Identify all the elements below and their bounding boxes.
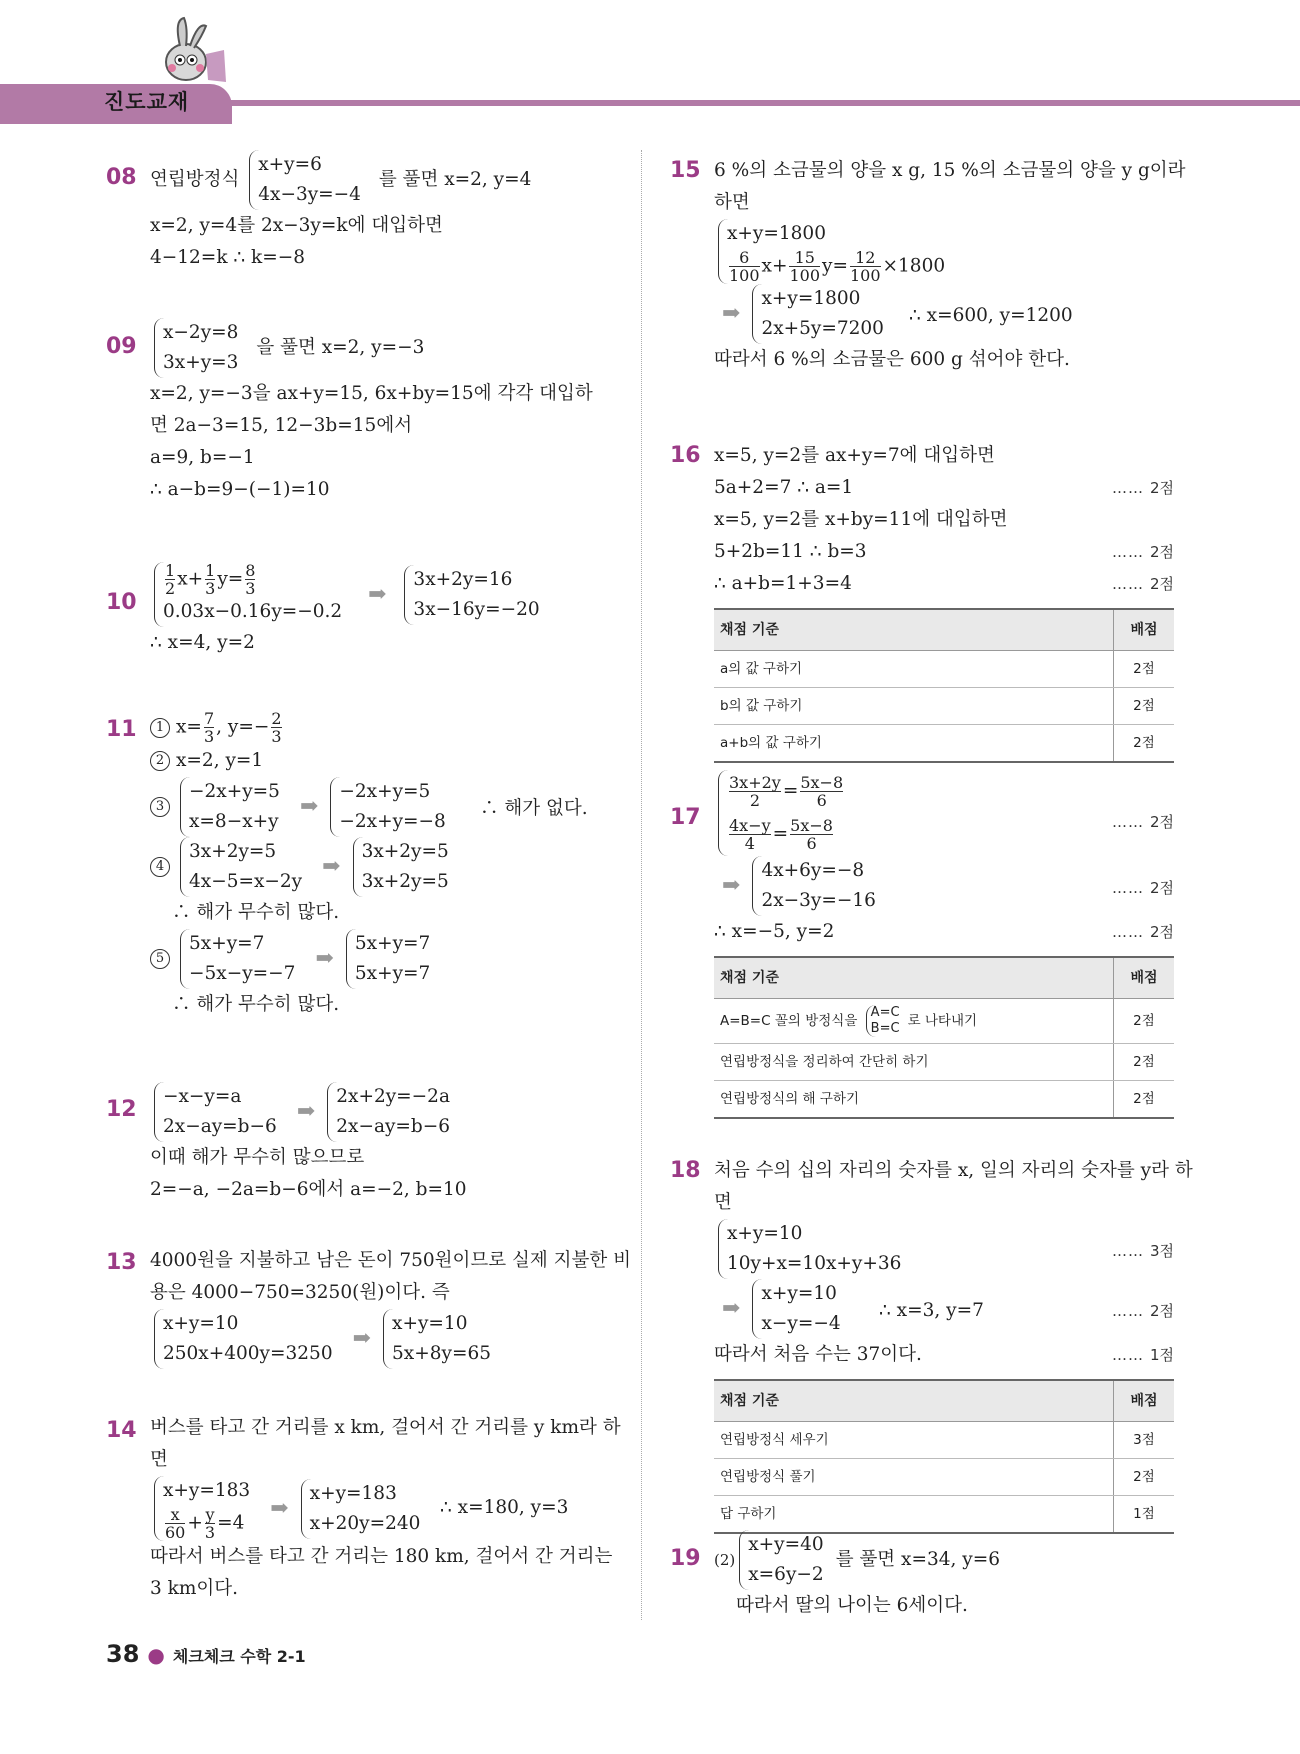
problem-number: 12	[106, 1097, 137, 1122]
section-label: 진도교재	[104, 90, 190, 114]
problem-number: 18	[670, 1158, 701, 1183]
bunny-mascot-icon	[150, 14, 230, 94]
header-rule	[228, 100, 1300, 106]
problem-11: 1 x= $\frac{7}{3}$ , y=− $\frac{2}{3}$ 2 x=2, y=1 3 −2x+y=5 x=8−x+y ➡ −2x+y=5 −2x+y=−8 ∴ 해가 없다. 4 3x+2y=5 4x−5=x−2y ➡ 3x+2y=5 3x+2y=5 ∴ 해가 무수히 많다. 5 5x+y=7 −5x−y=−7 ➡ 5x+y=7 5x+y=7 ∴ 해가 무수히 많다.	[150, 710, 620, 1021]
problem-number: 14	[106, 1418, 137, 1443]
page-header	[0, 0, 1300, 130]
text: 을 풀면 x=2, y=−3	[256, 337, 425, 358]
problem-08	[150, 150, 620, 274]
grading-table: 채점 기준 배점 A=B=C 꼴의 방정식을 A=C B=C 로 나타내기 2점 연립방정식을 정리하여 간단히 하기 2점 연립방정식의 해 구하기 2점	[714, 956, 1174, 1119]
bullet-icon: ●	[147, 1643, 165, 1667]
problem-12: −x−y=a 2x−ay=b−6 ➡ 2x+2y=−2a 2x−ay=b−6 이때 해가 무수히 많으므로 2=−a, −2a=b−6에서 a=−2, b=10	[150, 1082, 620, 1206]
problem-10: $\frac{1}{2}$ x+ $\frac{1}{3}$ y= $\frac{8}{3}$ 0.03x−0.16y=−0.2 ➡ 3x+2y=16 3x−16y=−20 ∴ x=4, y=2	[150, 562, 620, 659]
problem-number: 08	[106, 165, 137, 190]
problem-number: 10	[106, 590, 137, 615]
problem-16: x=5, y=2를 ax+y=7에 대입하면 5a+2=7 ∴ a=1 …… 2점 x=5, y=2를 x+by=11에 대입하면 5+2b=11 ∴ b=3 …… 2점 ∴ a+b=1+3=4 …… 2점 채점 기준 배점 a의 값 구하기 2점 b의 값 구하기 2점 a+b의 값 구하기 2점	[714, 440, 1174, 763]
text: x=2, y=−3을 ax+y=15, 6x+by=15에 각각 대입하	[150, 383, 593, 404]
text: x=2, y=4를 2x−3y=k에 대입하면	[150, 215, 443, 236]
arrow-icon: ➡	[368, 581, 387, 607]
equation-system: $\frac{1}{2}$ x+ $\frac{1}{3}$ y= $\frac{8}{3}$ 0.03x−0.16y=−0.2	[154, 562, 350, 627]
choice-marker: 3	[150, 797, 170, 817]
column-divider	[641, 150, 642, 1620]
arrow-icon: ➡	[270, 1495, 289, 1521]
text: ∴ a−b=9−(−1)=10	[150, 479, 330, 500]
problem-14: 버스를 타고 간 거리를 x km, 걸어서 간 거리를 y km라 하 면 x+y=183 $\frac{x}{60}$ + $\frac{y}{3}$ =4 ➡ x+y=183 x+20y=240 ∴ x=180, y=3 따라서 버스를 타고 간 거리는 180 km, 걸어서 간 거리는 3 km이다.	[150, 1417, 621, 1599]
problem-09	[150, 318, 620, 506]
equation-system: 3x+2y=16 3x−16y=−20	[404, 565, 547, 625]
arrow-icon: ➡	[322, 854, 341, 879]
choice-marker: 5	[150, 949, 170, 969]
arrow-icon: ➡	[299, 794, 319, 819]
problem-number: 09	[106, 334, 137, 359]
arrow-icon: ➡	[315, 946, 334, 971]
problem-number: 19	[670, 1546, 701, 1571]
problem-17: $\frac{3x+2y}{2}$ = $\frac{5x-8}{6}$ $\frac{4x-y}{4}$ = $\frac{5x-8}{6}$ …… 2점 ➡ 4x+6y=−8 2x−3y=−16 …… 2점 ∴ x=−5, y=2 …… 2점 채점 기준 배점 A=B=C 꼴의 방정식을 A=C B=C 로 나타내기 2점 연립방정식을 정리하여 간단히 하기 2점 연립방정식의 해 구하기 2점	[714, 770, 1174, 1119]
page-footer	[106, 1640, 306, 1668]
text: 를 풀면 x=2, y=4	[378, 169, 532, 190]
book-title: 체크체크 수학 2-1	[172, 1647, 306, 1666]
page-number: 38	[106, 1640, 140, 1668]
problem-15: 6 %의 소금물의 양을 x g, 15 %의 소금물의 양을 y g이라 하면 x+y=1800 $\frac{6}{100}$ x+ $\frac{15}{100}$ y= $\frac{12}{100}$ ×1800 ➡ x+y=1800 2x+5y=7200 ∴ x=600, y=1200 따라서 6 %의 소금물은 600 g 섞어야 한다.	[714, 160, 1186, 370]
equation-system: x+y=6 4x−3y=−4	[249, 150, 369, 210]
choice-marker: 4	[150, 857, 170, 877]
arrow-icon: ➡	[722, 1296, 741, 1321]
arrow-icon: ➡	[296, 1099, 316, 1124]
grading-table: 채점 기준 배점 a의 값 구하기 2점 b의 값 구하기 2점 a+b의 값 구하기 2점	[714, 608, 1174, 763]
arrow-icon: ➡	[352, 1326, 372, 1351]
text: 4−12=k ∴ k=−8	[150, 247, 306, 268]
grading-table: 채점 기준 배점 연립방정식 세우기 3점 연립방정식 풀기 2점 답 구하기 1점	[714, 1379, 1174, 1534]
arrow-icon: ➡	[722, 301, 741, 326]
arrow-icon: ➡	[722, 873, 741, 898]
equation-system: x−2y=8 3x+y=3	[154, 318, 246, 378]
text: a=9, b=−1	[150, 447, 255, 468]
problem-18: 처음 수의 십의 자리의 숫자를 x, 일의 자리의 숫자를 y라 하 면 x+y=10 10y+x=10x+y+36 …… 3점 ➡ x+y=10 x−y=−4 ∴ x=3, y=7 …… 2점 따라서 처음 수는 37이다. …… 1점 채점 기준 배점 연립방정식 세우기 3점 연립방정식 풀기 2점 답 구하기 1점	[714, 1155, 1174, 1534]
text: x=4, y=2	[167, 632, 255, 653]
problem-number: 17	[670, 805, 701, 830]
problem-number: 16	[670, 443, 701, 468]
problem-number: 11	[106, 717, 137, 742]
text: 면 2a−3=15, 12−3b=15에서	[150, 415, 413, 436]
problem-19: (2) x+y=40 x=6y−2 를 풀면 x=34, y=6 따라서 딸의 나이는 6세이다.	[714, 1530, 1174, 1622]
problem-13: 4000원을 지불하고 남은 돈이 750원이므로 실제 지불한 비 용은 4000−750=3250(원)이다. 즉 x+y=10 250x+400y=3250 ➡ x+y=10 5x+8y=65	[150, 1245, 620, 1369]
problem-number: 13	[106, 1250, 137, 1275]
problem-number: 15	[670, 158, 701, 183]
choice-marker: 1	[150, 718, 170, 738]
text: 연립방정식	[150, 169, 240, 190]
choice-marker: 2	[150, 751, 170, 771]
